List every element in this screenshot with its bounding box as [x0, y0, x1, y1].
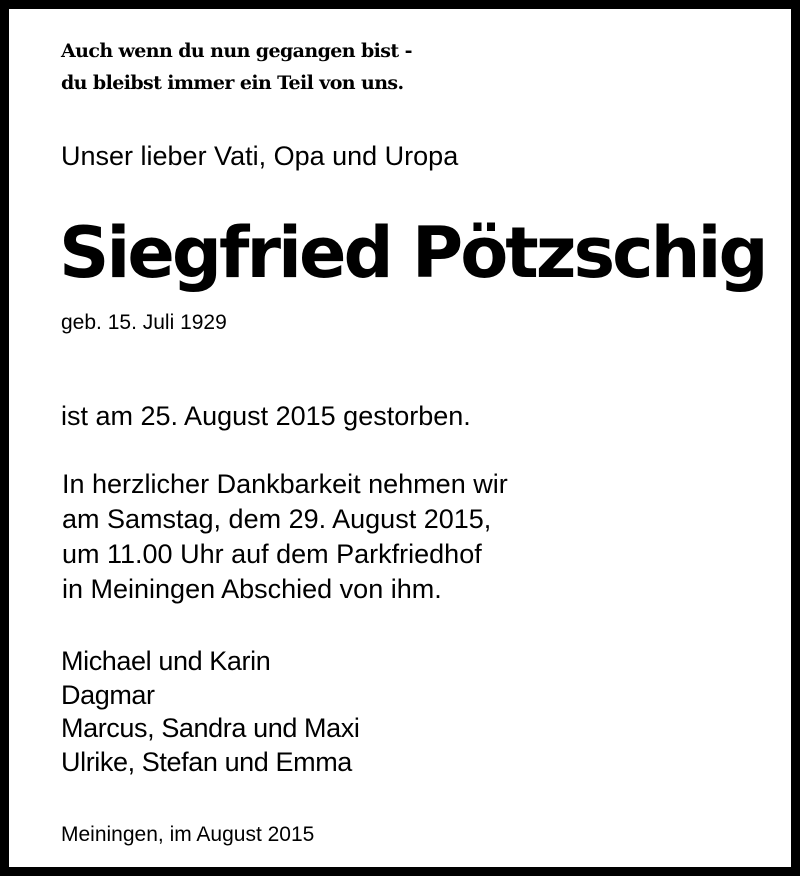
- family-line: Michael und Karin: [61, 646, 271, 676]
- family-line: Dagmar: [61, 679, 155, 710]
- family-line: Marcus, Sandra und Maxi: [61, 713, 360, 743]
- farewell-line: In herzlicher Dankbarkeit nehmen wir: [62, 469, 508, 499]
- family-members: [61, 645, 359, 779]
- place-and-date: Meiningen, im August 2015: [61, 823, 315, 846]
- farewell-line: am Samstag, dem 29. August 2015,: [62, 504, 492, 534]
- motto-line: Auch wenn du nun gegangen bist -: [61, 40, 412, 62]
- birth-date: geb. 15. Juli 1929: [61, 311, 227, 334]
- farewell-text: [62, 467, 508, 607]
- deceased-name: Siegfried Pötzschig: [59, 212, 766, 294]
- family-line: Ulrike, Stefan und Emma: [61, 746, 352, 777]
- death-statement: ist am 25. August 2015 gestorben.: [61, 401, 471, 431]
- motto: [61, 35, 412, 99]
- motto-line: du bleibst immer ein Teil von uns.: [61, 72, 404, 94]
- farewell-line: in Meiningen Abschied von ihm.: [62, 574, 442, 604]
- farewell-line: um 11.00 Uhr auf dem Parkfriedhof: [62, 539, 482, 569]
- intro-line: Unser lieber Vati, Opa und Uropa: [61, 141, 459, 171]
